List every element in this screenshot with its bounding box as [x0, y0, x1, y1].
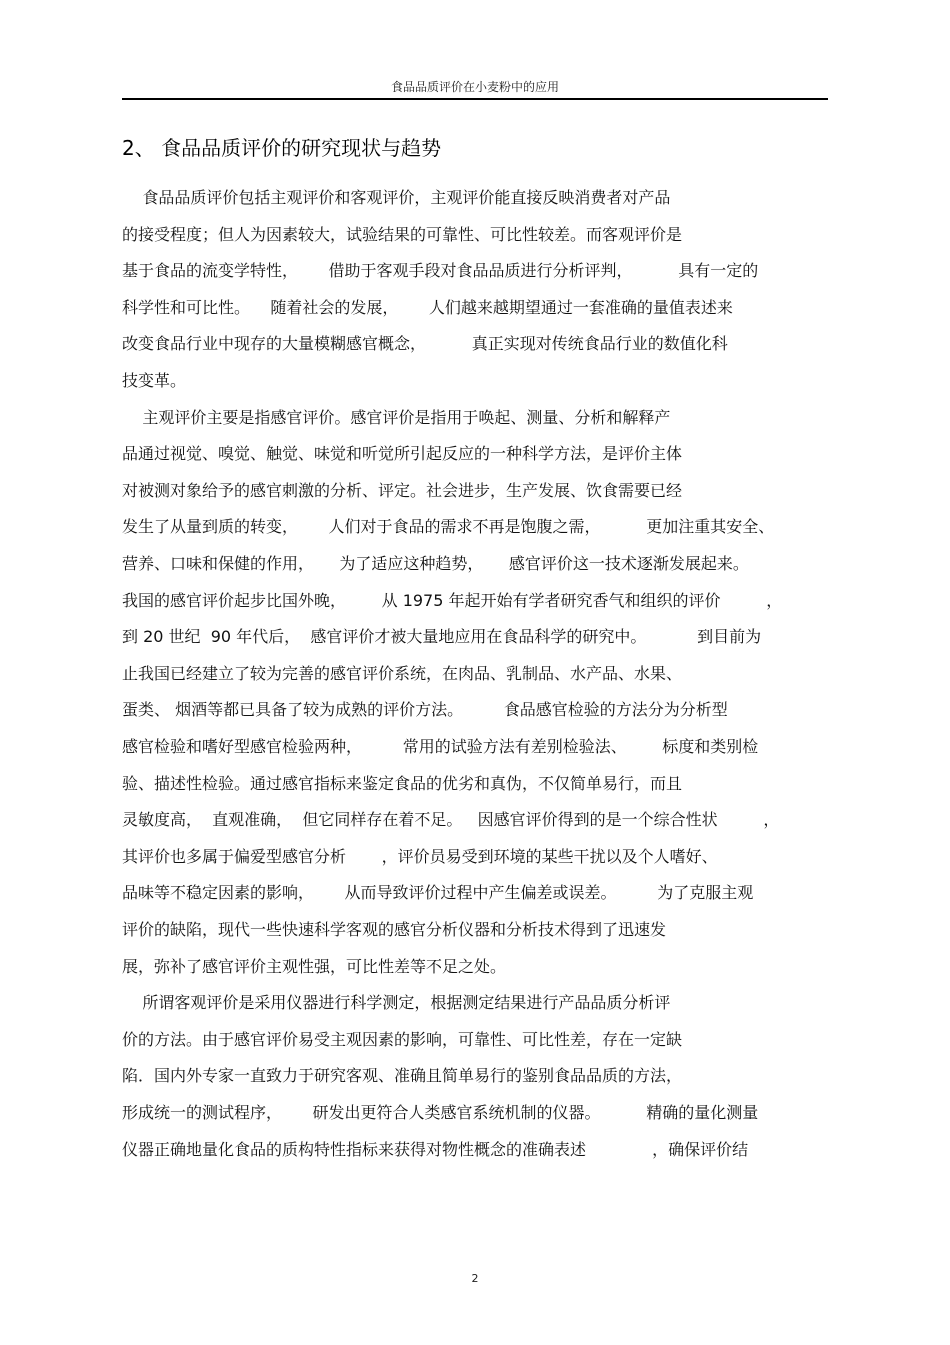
text-line: 我国的感官评价起步比国外晚， 从 1975 年起开始有学者研究香气和组织的评价 ， [122, 590, 783, 610]
text-line: 到 20 世纪 90 年代后， 感官评价才被大量地应用在食品科学的研究中。 到目前为 [122, 627, 762, 647]
text-line: 形成统一的测试程序， 研发出更符合人类感官系统机制的仪器。 精确的量化测量 [122, 1103, 759, 1122]
text-line: 发生了从量到质的转变， 人们对于食品的需求不再是饱腹之需， 更加注重其安全、 [122, 517, 775, 537]
text-line: 营养、口味和保健的作用， 为了适应这种趋势， 感官评价这一技术逐渐发展起来。 [122, 554, 749, 573]
text-line: 止我国已经建立了较为完善的感官评价系统，在肉品、乳制品、水产品、水果、 [122, 663, 683, 683]
running-header: 食品品质评价在小麦粉中的应用 [390, 80, 559, 94]
text-line: 价的方法。由于感官评价易受主观因素的影响，可靠性、可比性差，存在一定缺 [122, 1029, 683, 1049]
text-line: 品通过视觉、嗅觉、触觉、味觉和听觉所引起反应的一种科学方法，是评价主体 [122, 444, 683, 464]
header-rule [122, 98, 828, 100]
text-line: 主观评价主要是指感官评价。感官评价是指用于唤起、测量、分析和解释产 [122, 407, 671, 427]
text-line: 技变革。 [122, 371, 187, 390]
text-line: 感官检验和嗜好型感官检验两种， 常用的试验方法有差别检验法、 标度和类别检 [122, 737, 759, 756]
text-line: 验、描述性检验。通过感官指标来鉴定食品的优劣和真伪，不仅简单易行，而且 [122, 773, 683, 793]
text-line: 评价的缺陷，现代一些快速科学客观的感官分析仪器和分析技术得到了迅速发 [122, 920, 667, 939]
text-line: 基于食品的流变学特性， 借助于客观手段对食品品质进行分析评判， 具有一定的 [122, 261, 759, 281]
text-line: 食品品质评价包括主观评价和客观评价，主观评价能直接反映消费者对产品 [122, 188, 671, 207]
text-line: 的接受程度；但人为因素较大，试验结果的可靠性、可比性较差。而客观评价是 [122, 224, 683, 244]
text-line: 陷．国内外专家一直致力于研究客观、准确且简单易行的鉴别食品品质的方法， [122, 1066, 683, 1086]
text-line: 所谓客观评价是采用仪器进行科学测定，根据测定结果进行产品品质分析评 [122, 993, 671, 1013]
text-line: 灵敏度高， 直观准确， 但它同样存在着不足。 因感官评价得到的是一个综合性状 ， [122, 810, 780, 830]
text-line: 其评价也多属于偏爱型感官分析 ，评价员易受到环境的某些干扰以及个人嗜好、 [122, 846, 718, 866]
text-line: 蛋类、 烟酒等都已具备了较为成熟的评价方法。 食品感官检验的方法分为分析型 [122, 700, 728, 720]
page-number: 2 [471, 1272, 479, 1285]
text-line: 对被测对象给予的感官刺激的分析、评定。社会进步，生产发展、饮食需要已经 [122, 480, 683, 500]
text-line: 展，弥补了感官评价主观性强，可比性差等不足之处。 [122, 956, 507, 976]
section-title: 2、 食品品质评价的研究现状与趋势 [122, 136, 442, 160]
text-line: 仪器正确地量化食品的质构特性指标来获得对物性概念的准确表述 ，确保评价结 [122, 1139, 749, 1159]
text-line: 品味等不稳定因素的影响， 从而导致评价过程中产生偏差或误差。 为了克服主观 [122, 883, 754, 903]
text-line: 科学性和可比性。 随着社会的发展， 人们越来越期望通过一套准确的量值表述来 [122, 297, 733, 317]
text-line: 改变食品行业中现存的大量模糊感官概念， 真正实现对传统食品行业的数值化科 [122, 334, 728, 354]
